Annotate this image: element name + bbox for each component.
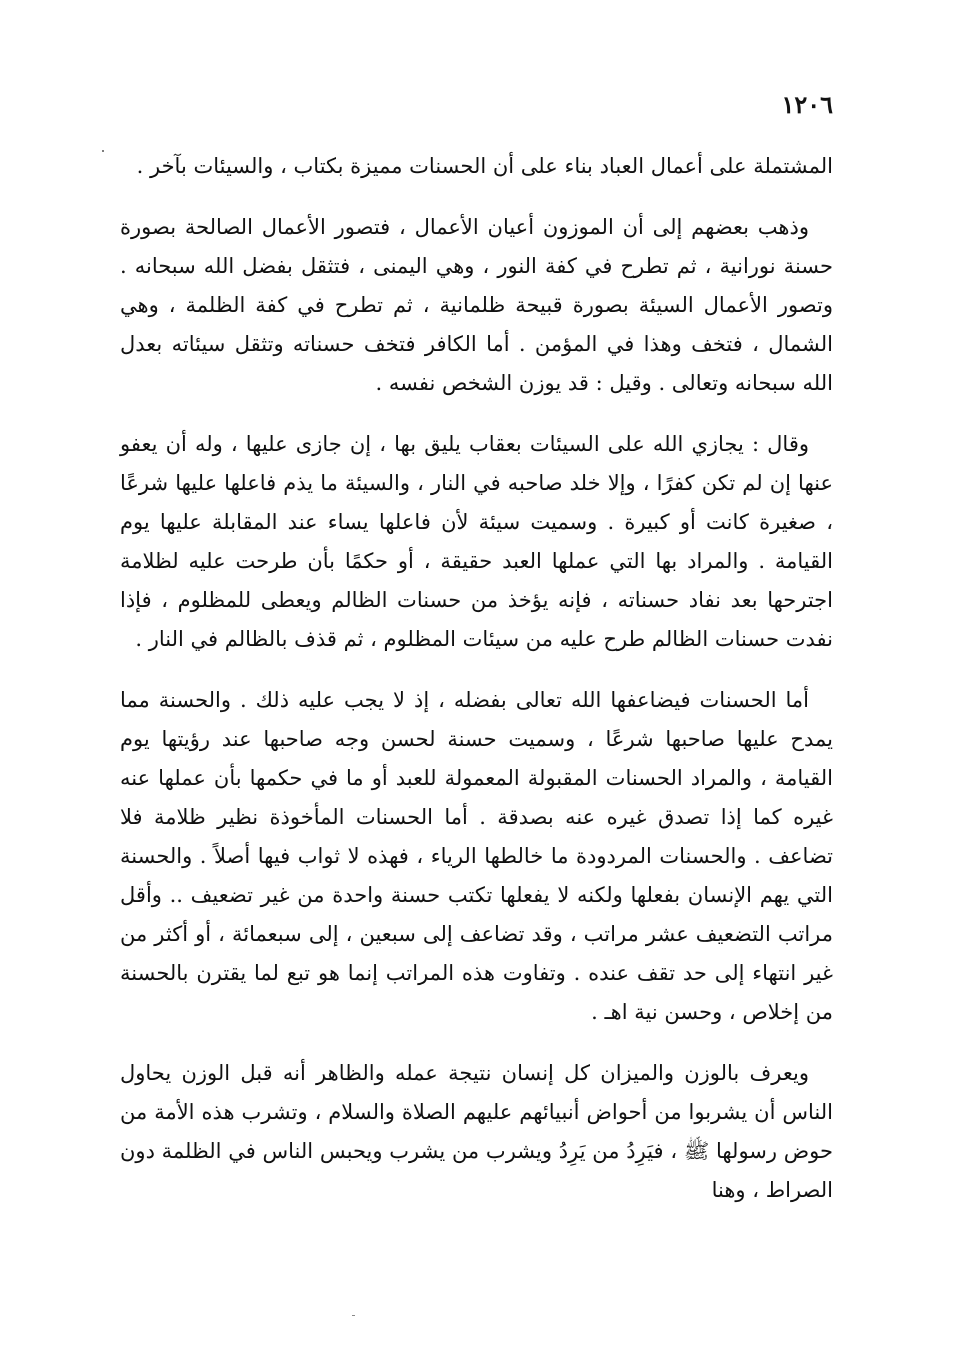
paragraph-1: المشتملة على أعمال العباد بناء على أن الحسنات مميزة بكتاب ، والسيئات بآخر .: [136, 154, 833, 178]
paragraph-2: وذهب بعضهم إلى أن الموزون أعيان الأعمال ، فتصور الأعمال الصالحة بصورة حسنة نورانية ، ثم تطرح في كفة النور ، وهي اليمنى ، فتثقل بفضل الله سبحانه . وتصور الأعمال السيئة بصورة قبيحة ظلمانية ، ثم تطرح في كفة الظلمة ، وهي الشمال ، فتخف وهذا في المؤمن . أما الكافر فتخف حسناته وتثقل سيئاته بعدل الله سبحانه وتعالى . وقيل : قد يوزن الشخص نفسه .: [120, 215, 833, 395]
body-text: [120, 147, 833, 1210]
scan-mark: [352, 1315, 355, 1316]
paragraph-4: أما الحسنات فيضاعفها الله تعالى بفضله ، إذ لا يجب عليه ذلك . والحسنة مما يمدح عليها صاحبها شرعًا ، وسميت حسنة لحسن وجه صاحبها عند رؤيتها يوم القيامة ، والمراد الحسنات المقبولة المعمولة للعبد أو ما في حكمها بأن عملها عنه غيره كما إذا تصدق غيره عنه بصدقة . أما الحسنات المأخوذة نظير ظلامة فلا تضاعف . والحسنات المردودة ما خالطها الرياء ، فهذه لا ثواب فيها أصلاً . والحسنة التي يهم الإنسان بفعلها ولكنه لا يفعلها تكتب حسنة واحدة من غير تضعيف .. وأقل مراتب التضعيف عشر مراتب ، وقد تضاعف إلى سبعين ، إلى سبعمائة ، أو أكثر من غير انتهاء إلى حد تقف عنده . وتفاوت هذه المراتب إنما هو تبع لما يقترن بالحسنة من إخلاص ، وحسن نية اهـ .: [120, 688, 833, 1024]
page-number: ١٢٠٦: [781, 90, 833, 119]
paragraph-3: وقال : يجازي الله على السيئات بعقاب يليق بها ، إن جازى عليها ، وله أن يعفو عنها إن لم تكن كفرًا ، وإلا خلد صاحبه في النار ، والسيئة ما يذم فاعلها عليها شرعًا ، صغيرة كانت أو كبيرة . وسميت سيئة لأن فاعلها يساء عند المقابلة عليها يوم القيامة . والمراد بها التي عملها العبد حقيقة ، أو حكمًا بأن طرحت عليه لظلامة اجترحها بعد نفاد حسناته ، فإنه يؤخذ من حسنات الظالم ويعطى للمظلوم ، فإذا نفدت حسنات الظالم طرح عليه من سيئات المظلوم ، ثم قذف بالظالم في النار .: [120, 432, 833, 651]
paragraph-5: ويعرف بالوزن والميزان كل إنسان نتيجة عمله والظاهر أنه قبل الوزن يحاول الناس أن يشربوا من أحواض أنبيائهم عليهم الصلاة والسلام ، وتشرب هذه الأمة من حوض رسولها ﷺ ، فيَرِدُ من يَرِدُ ويشرب من يشرب ويحبس الناس في الظلمة دون الصراط ، وهنا: [120, 1061, 833, 1202]
scan-speck: [102, 150, 104, 152]
